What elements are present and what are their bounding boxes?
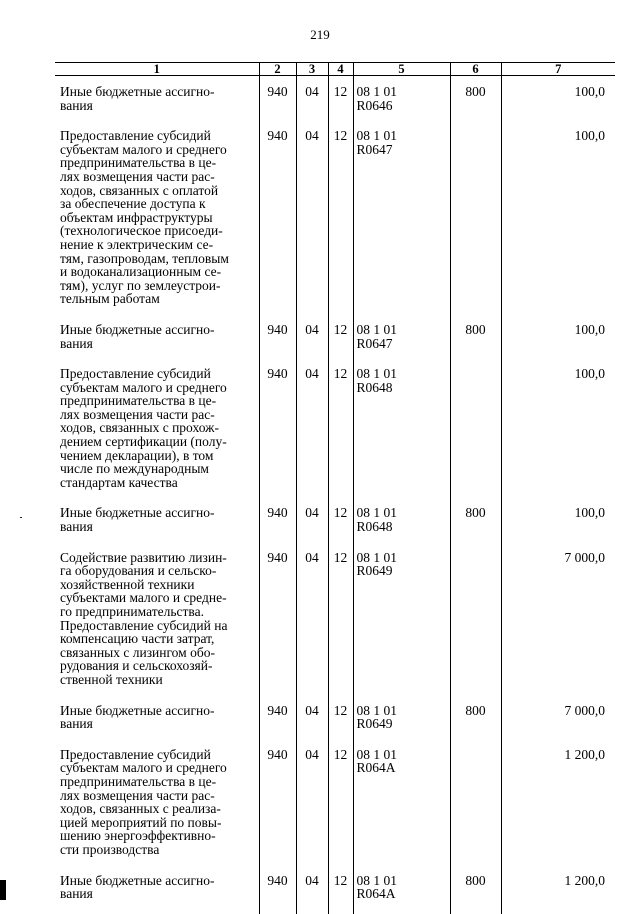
section-code: 04 [305, 746, 319, 762]
target-code-line: R0649 [356, 563, 393, 579]
row-name-line: тям), услуг по землеустрои- [60, 277, 221, 293]
subsection-code: 12 [333, 505, 348, 521]
admin-code: 940 [267, 366, 288, 382]
row-name-line: (технологическое присоеди- [60, 223, 223, 239]
row-subsection-cell [328, 76, 353, 113]
row-amount-cell [501, 306, 615, 350]
row-name-line: го предпринимательства. [60, 604, 204, 619]
table-row [55, 857, 615, 914]
expense-kind-code: 800 [465, 321, 486, 337]
budget-table [55, 62, 615, 914]
row-name-line: субъектам малого и среднего [60, 760, 227, 776]
subsection-code: 12 [333, 321, 348, 337]
row-name-cell [55, 306, 259, 350]
row-name-line: ственной техники [60, 671, 163, 687]
row-kind-cell [450, 731, 501, 857]
amount-value: 100,0 [574, 84, 605, 99]
table-row [55, 489, 615, 533]
row-name-line: рудования и сельскохозяй- [60, 658, 213, 674]
row-name-line: лях возмещения части рас- [60, 168, 215, 184]
row-admin-cell [259, 731, 296, 857]
table-row [55, 687, 615, 731]
row-section-cell [296, 731, 328, 857]
row-amount-cell [501, 350, 615, 489]
amount-value: 7 000,0 [564, 549, 605, 565]
row-amount-cell [501, 76, 615, 113]
row-amount-cell [501, 489, 615, 533]
admin-code: 940 [267, 702, 288, 718]
target-code-line: 08 1 01 [356, 872, 397, 888]
target-code-line: R0648 [356, 379, 393, 395]
table-row [55, 76, 615, 113]
row-kind-cell [450, 687, 501, 731]
row-name-line: субъектами малого и средне- [60, 590, 227, 606]
row-amount-cell [501, 731, 615, 857]
admin-code: 940 [267, 549, 288, 565]
target-code-line: 08 1 01 [356, 505, 397, 521]
row-target-cell [353, 687, 450, 731]
subsection-code: 12 [333, 549, 348, 565]
row-name-line: нение к электрическим се- [60, 236, 214, 252]
admin-code: 940 [267, 128, 288, 144]
amount-value: 1 200,0 [564, 872, 605, 888]
header-col-7: 7 [501, 63, 615, 76]
amount-value: 100,0 [574, 505, 605, 521]
row-subsection-cell [328, 350, 353, 489]
row-kind-cell [450, 350, 501, 489]
row-kind-cell [450, 857, 501, 914]
row-name-line: Иные бюджетные ассигно- [60, 505, 215, 521]
subsection-code: 12 [333, 702, 348, 718]
row-name-line: предпринимательства в це- [60, 393, 217, 409]
row-admin-cell [259, 534, 296, 687]
row-section-cell [296, 489, 328, 533]
target-code-line: R0648 [356, 519, 393, 535]
row-name-line: Предоставление субсидий [60, 366, 211, 382]
row-name-line: субъектам малого и среднего [60, 141, 227, 157]
amount-value: 100,0 [574, 321, 605, 337]
header-col-6: 6 [450, 63, 501, 76]
row-name-cell [55, 534, 259, 687]
row-name-line: компенсацию части затрат, [60, 631, 215, 647]
row-admin-cell [259, 306, 296, 350]
section-code: 04 [305, 872, 319, 888]
row-kind-cell [450, 489, 501, 533]
target-code-line: 08 1 01 [356, 128, 397, 144]
row-subsection-cell [328, 112, 353, 306]
table-row [55, 534, 615, 687]
page-number: 219 [310, 27, 330, 42]
row-name-cell [55, 76, 259, 113]
row-target-cell [353, 112, 450, 306]
row-subsection-cell [328, 306, 353, 350]
header-col-4: 4 [328, 63, 353, 76]
row-name-line: лях возмещения части рас- [60, 406, 215, 422]
row-target-cell [353, 731, 450, 857]
row-name-line: вания [60, 716, 93, 732]
row-admin-cell [259, 112, 296, 306]
target-code-line: R0649 [356, 716, 393, 732]
row-name-line: вания [60, 335, 93, 351]
row-subsection-cell [328, 857, 353, 914]
target-code-line: 08 1 01 [356, 84, 397, 99]
header-col-2: 2 [259, 63, 296, 76]
admin-code: 940 [267, 746, 288, 762]
admin-code: 940 [267, 872, 288, 888]
header-col-3: 3 [296, 63, 328, 76]
table-body [55, 76, 615, 914]
target-code-line: 08 1 01 [356, 321, 397, 337]
row-admin-cell [259, 350, 296, 489]
row-name-line: сти производства [60, 841, 160, 857]
row-name-cell [55, 687, 259, 731]
section-code: 04 [305, 128, 319, 144]
row-amount-cell [501, 857, 615, 914]
row-target-cell [353, 306, 450, 350]
header-col-5: 5 [353, 63, 450, 76]
amount-value: 100,0 [574, 128, 605, 144]
target-code-line: R064A [356, 760, 396, 776]
amount-value: 7 000,0 [564, 702, 605, 718]
row-admin-cell [259, 76, 296, 113]
row-name-line: тельным работам [60, 291, 160, 307]
row-target-cell [353, 489, 450, 533]
section-code: 04 [305, 505, 319, 521]
row-name-cell [55, 731, 259, 857]
row-kind-cell [450, 534, 501, 687]
table-row [55, 350, 615, 489]
admin-code: 940 [267, 321, 288, 337]
target-code-line: 08 1 01 [356, 366, 397, 382]
row-name-line: Предоставление субсидий [60, 128, 211, 144]
row-name-line: Предоставление субсидий на [60, 617, 228, 633]
section-code: 04 [305, 549, 319, 565]
row-section-cell [296, 857, 328, 914]
target-code-line: 08 1 01 [356, 549, 397, 565]
row-name-line: Предоставление субсидий [60, 746, 211, 762]
row-name-line: вания [60, 886, 93, 902]
header-col-1: 1 [55, 63, 259, 76]
row-name-line: и водоканализационным се- [60, 264, 222, 280]
row-section-cell [296, 76, 328, 113]
row-admin-cell [259, 687, 296, 731]
table-row [55, 112, 615, 306]
row-name-line: хозяйственной техники [60, 576, 195, 592]
row-section-cell [296, 534, 328, 687]
subsection-code: 12 [333, 84, 348, 99]
expense-kind-code: 800 [465, 84, 486, 99]
row-name-line: стандартам качества [60, 474, 178, 490]
row-name-cell [55, 489, 259, 533]
table-row [55, 306, 615, 350]
row-subsection-cell [328, 731, 353, 857]
row-name-line: числе по международным [60, 461, 209, 477]
section-code: 04 [305, 321, 319, 337]
row-name-line: предпринимательства в це- [60, 155, 217, 171]
row-name-cell [55, 112, 259, 306]
row-name-cell [55, 857, 259, 914]
row-amount-cell [501, 687, 615, 731]
subsection-code: 12 [333, 366, 348, 382]
amount-value: 1 200,0 [564, 746, 605, 762]
row-name-line: объектам инфраструктуры [60, 209, 213, 225]
row-subsection-cell [328, 687, 353, 731]
section-code: 04 [305, 84, 319, 99]
row-subsection-cell [328, 534, 353, 687]
expense-kind-code: 800 [465, 872, 486, 888]
subsection-code: 12 [333, 872, 348, 888]
subsection-code: 12 [333, 746, 348, 762]
margin-mark [20, 517, 22, 518]
row-subsection-cell [328, 489, 353, 533]
row-name-line: субъектам малого и среднего [60, 379, 227, 395]
row-kind-cell [450, 306, 501, 350]
row-name-line: вания [60, 97, 93, 113]
row-name-line: Иные бюджетные ассигно- [60, 702, 215, 718]
target-code-line: R064A [356, 886, 396, 902]
row-name-line: Иные бюджетные ассигно- [60, 872, 215, 888]
row-name-line: лях возмещения части рас- [60, 787, 215, 803]
target-code-line: 08 1 01 [356, 702, 397, 718]
row-admin-cell [259, 489, 296, 533]
row-section-cell [296, 687, 328, 731]
row-name-line: тям, газопроводам, тепловым [60, 250, 229, 266]
row-admin-cell [259, 857, 296, 914]
section-code: 04 [305, 702, 319, 718]
row-name-cell [55, 350, 259, 489]
row-amount-cell [501, 534, 615, 687]
row-name-line: цией мероприятий по повы- [60, 814, 222, 830]
row-name-line: связанных с лизингом обо- [60, 644, 215, 660]
row-target-cell [353, 350, 450, 489]
row-name-line: ходов, связанных с реализа- [60, 801, 221, 817]
expense-kind-code: 800 [465, 505, 486, 521]
target-code-line: R0646 [356, 97, 393, 113]
row-name-line: предпринимательства в це- [60, 773, 217, 789]
row-target-cell [353, 857, 450, 914]
row-amount-cell [501, 112, 615, 306]
row-section-cell [296, 306, 328, 350]
admin-code: 940 [267, 505, 288, 521]
target-code-line: R0647 [356, 141, 393, 157]
row-name-line: Иные бюджетные ассигно- [60, 84, 215, 99]
row-kind-cell [450, 76, 501, 113]
row-name-line: чением декларации), в том [60, 447, 214, 463]
scan-edge-mark [0, 880, 6, 900]
table-row [55, 731, 615, 857]
expense-kind-code: 800 [465, 702, 486, 718]
subsection-code: 12 [333, 128, 348, 144]
row-name-line: ходов, связанных с оплатой [60, 182, 219, 198]
row-kind-cell [450, 112, 501, 306]
amount-value: 100,0 [574, 366, 605, 382]
row-name-line: Содействие развитию лизин- [60, 549, 227, 565]
row-name-line: шению энергоэффективно- [60, 828, 216, 844]
row-name-line: вания [60, 519, 93, 535]
admin-code: 940 [267, 84, 288, 99]
row-name-line: Иные бюджетные ассигно- [60, 321, 215, 337]
row-name-line: за обеспечение доступа к [60, 196, 206, 212]
row-name-line: дением сертификации (полу- [60, 434, 227, 450]
target-code-line: R0647 [356, 335, 393, 351]
row-name-line: ходов, связанных с прохож- [60, 420, 219, 436]
row-name-line: га оборудования и сельско- [60, 563, 217, 579]
row-section-cell [296, 112, 328, 306]
section-code: 04 [305, 366, 319, 382]
row-target-cell [353, 534, 450, 687]
target-code-line: 08 1 01 [356, 746, 397, 762]
header-row [55, 63, 615, 76]
row-target-cell [353, 76, 450, 113]
row-section-cell [296, 350, 328, 489]
